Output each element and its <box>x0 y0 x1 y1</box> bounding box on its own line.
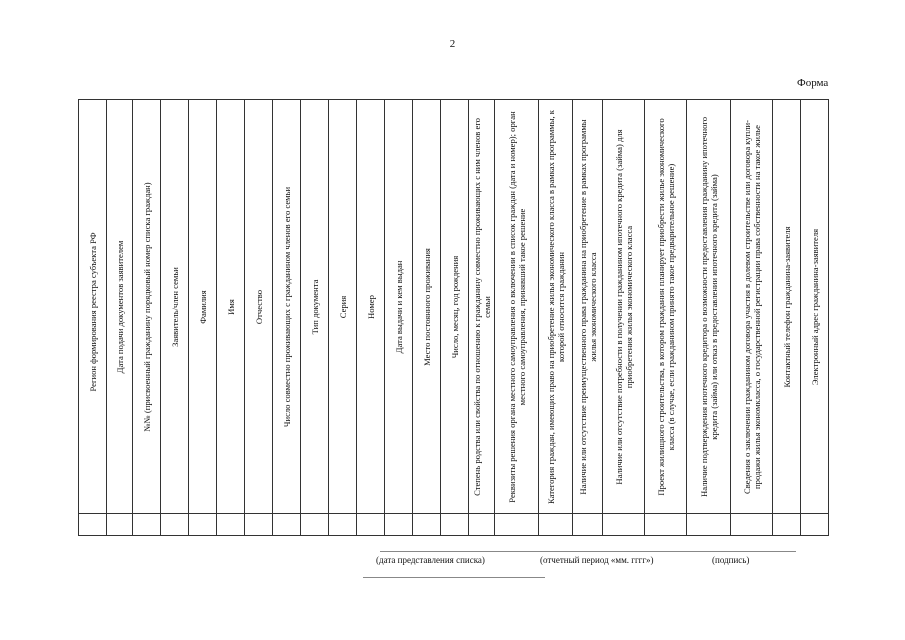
blank-cell[interactable] <box>385 514 413 536</box>
column-header <box>245 100 273 514</box>
column-header-label: №№ (присвоенный гражданину порядковый номер списка граждан) <box>141 181 152 432</box>
column-header <box>79 100 107 514</box>
footer-line <box>363 577 545 578</box>
blank-cell[interactable] <box>161 514 189 536</box>
column-header <box>217 100 245 514</box>
page-number: 2 <box>449 38 456 50</box>
column-header <box>357 100 385 514</box>
column-header <box>441 100 469 514</box>
column-header <box>645 100 687 514</box>
column-header-label: Дата выдачи и кем выдан <box>393 260 404 353</box>
column-header <box>731 100 773 514</box>
column-header-label: Число совместно проживающих с гражданином членов его семьи <box>281 186 292 427</box>
blank-cell[interactable] <box>539 514 573 536</box>
blank-cell[interactable] <box>603 514 645 536</box>
column-header-label: Наличие или отсутствие потребности в получении гражданином ипотечного кредита (займа) для приобретения жилья экономического класса <box>613 128 634 485</box>
blank-cell[interactable] <box>413 514 441 536</box>
blank-cell[interactable] <box>329 514 357 536</box>
column-header-label: Электронный адрес гражданина-заявителя <box>809 228 820 385</box>
column-header <box>329 100 357 514</box>
column-header-label: Отчество <box>253 289 264 324</box>
column-header <box>133 100 161 514</box>
blank-cell[interactable] <box>107 514 133 536</box>
column-header-label: Тип документа <box>309 279 320 334</box>
blank-cell[interactable] <box>469 514 495 536</box>
column-header <box>385 100 413 514</box>
date-caption: (дата представления списка) <box>376 555 485 565</box>
signature-caption: (подпись) <box>712 555 750 565</box>
column-header <box>301 100 329 514</box>
column-header-label: Реквизиты решения органа местного самоуправления о включении в список граждан (дата и номер); орган местного самоуправления, принявший такое решение <box>506 110 527 503</box>
signature-line <box>380 551 796 552</box>
column-header-label: Место постоянного проживания <box>421 247 432 366</box>
blank-cell[interactable] <box>133 514 161 536</box>
column-header <box>107 100 133 514</box>
column-header <box>573 100 603 514</box>
blank-cell[interactable] <box>495 514 539 536</box>
blank-cell[interactable] <box>273 514 301 536</box>
column-header-label: Категория граждан, имеющих право на приобретение жилья экономического класса в рамках программы, к которой относится гражданин <box>545 109 566 504</box>
column-header <box>801 100 829 514</box>
column-header-label: Степень родства или свойства по отношению к гражданину совместно проживающих с ним членов его семьи <box>471 117 492 496</box>
column-header-label: Проект жилищного строительства, в котором гражданин планирует приобрести жилье экономического класса (в случае, если гражданином принято такое предварительное решение) <box>655 117 676 496</box>
blank-cell[interactable] <box>773 514 801 536</box>
blank-cell[interactable] <box>441 514 469 536</box>
form-label: Форма <box>797 77 829 89</box>
column-header <box>687 100 731 514</box>
blank-cell[interactable] <box>731 514 773 536</box>
blank-cell[interactable] <box>301 514 329 536</box>
blank-cell[interactable] <box>645 514 687 536</box>
column-header-label: Серия <box>337 295 348 318</box>
column-header <box>495 100 539 514</box>
column-header <box>773 100 801 514</box>
column-header-label: Заявитель/член семьи <box>169 266 180 347</box>
column-header-label: Номер <box>365 294 376 319</box>
column-header <box>161 100 189 514</box>
column-header <box>273 100 301 514</box>
blank-cell[interactable] <box>189 514 217 536</box>
blank-cell[interactable] <box>801 514 829 536</box>
column-header-label: Дата подачи документов заявителем <box>114 240 125 373</box>
blank-row <box>79 514 829 536</box>
column-header-label: Наличие или отсутствие преимущественного права гражданина на приобретение в рамках программы жилья экономического класса <box>577 118 598 495</box>
column-header-label: Число, месяц, год рождения <box>449 255 460 358</box>
form-table <box>78 99 829 536</box>
period-caption: (отчетный период «мм. гггг») <box>540 555 654 565</box>
blank-cell[interactable] <box>245 514 273 536</box>
column-header-label: Имя <box>225 298 236 315</box>
blank-cell[interactable] <box>357 514 385 536</box>
header-row <box>79 100 829 514</box>
blank-cell[interactable] <box>687 514 731 536</box>
column-header-label: Контактный телефон гражданина-заявителя <box>781 225 792 388</box>
blank-cell[interactable] <box>573 514 603 536</box>
column-header-label: Наличие подтверждения ипотечного кредитора о возможности предоставления гражданину ипотечного кредита (займа) или отказ в предоставлении ипотечного кредита (займа) <box>698 116 719 497</box>
blank-cell[interactable] <box>79 514 107 536</box>
column-header <box>603 100 645 514</box>
column-header-label: Регион формирования реестра субъекта РФ <box>87 232 98 392</box>
column-header <box>189 100 217 514</box>
column-header <box>413 100 441 514</box>
blank-cell[interactable] <box>217 514 245 536</box>
column-header-label: Фамилия <box>197 289 208 324</box>
column-header-label: Сведения о заключении гражданином договора участия в долевом строительстве или договора купли-продажи жилья экономкласса, о государственной регистрации права собственности на такое жилье <box>741 119 762 494</box>
column-header <box>539 100 573 514</box>
column-header <box>469 100 495 514</box>
